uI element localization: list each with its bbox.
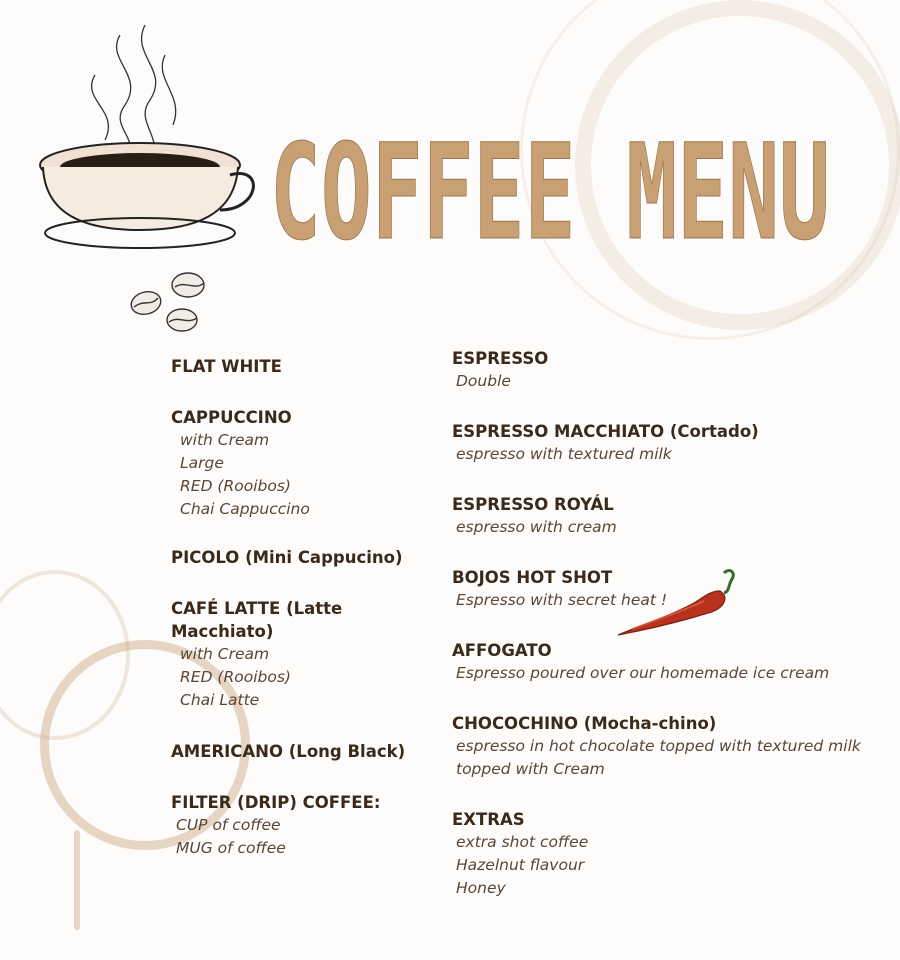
item-name: PICOLO (Mini Cappucino) xyxy=(171,548,403,567)
item-option: Large xyxy=(180,454,224,472)
item-option: Double xyxy=(456,372,511,390)
coffee-stain-left-faint xyxy=(0,570,130,740)
item-name: AFFOGATO xyxy=(452,641,552,660)
item-name: AMERICANO (Long Black) xyxy=(171,742,406,761)
menu-item-espresso xyxy=(452,347,892,393)
menu-item-cafe-latte xyxy=(171,597,441,712)
menu-item-filter-coffee xyxy=(171,791,441,860)
menu-item-cappuccino xyxy=(171,406,441,521)
menu-item-extras xyxy=(452,808,892,900)
item-name: CHOCOCHINO (Mocha-chino) xyxy=(452,714,717,733)
item-option: Honey xyxy=(456,879,506,897)
item-option: with Cream xyxy=(180,645,270,663)
item-name: ESPRESSO MACCHIATO (Cortado) xyxy=(452,422,759,441)
item-name: FLAT WHITE xyxy=(171,357,282,376)
item-name: CAPPUCCINO xyxy=(171,408,292,427)
item-option: Chai Cappuccino xyxy=(180,500,310,518)
chili-pepper-icon xyxy=(612,565,742,645)
coffee-beans-icon xyxy=(120,265,220,340)
item-option: Hazelnut flavour xyxy=(456,856,585,874)
item-option: CUP of coffee xyxy=(176,816,281,834)
item-option: espresso in hot chocolate topped with textured milk xyxy=(456,737,861,755)
item-option: espresso with cream xyxy=(456,518,617,536)
item-option: Espresso poured over our homemade ice cream xyxy=(456,664,830,682)
coffee-cup-icon xyxy=(35,15,255,255)
menu-item-espresso-macchiato xyxy=(452,420,892,466)
item-name: ESPRESSO xyxy=(452,349,549,368)
menu-title-text: COFFEE MENU xyxy=(270,120,830,260)
item-option: RED (Rooibos) xyxy=(180,668,291,686)
item-name: FILTER (DRIP) COFFEE: xyxy=(171,793,381,812)
menu-item-chocochino xyxy=(452,712,892,781)
menu-item-picolo xyxy=(171,546,441,569)
item-name: BOJOS HOT SHOT xyxy=(452,568,613,587)
coffee-drip xyxy=(74,830,80,930)
item-option: MUG of coffee xyxy=(176,839,286,857)
item-option: espresso with textured milk xyxy=(456,445,672,463)
item-option: extra shot coffee xyxy=(456,833,589,851)
menu-item-espresso-royal xyxy=(452,493,892,539)
item-option: Chai Latte xyxy=(180,691,260,709)
menu-left-column xyxy=(171,355,441,860)
menu-item-americano xyxy=(171,740,441,763)
item-option: topped with Cream xyxy=(456,760,605,778)
item-option: RED (Rooibos) xyxy=(180,477,291,495)
item-name: EXTRAS xyxy=(452,810,525,829)
menu-item-affogato xyxy=(452,639,892,685)
item-option: with Cream xyxy=(180,431,270,449)
item-name: ESPRESSO ROYÁL xyxy=(452,495,614,514)
menu-title xyxy=(270,120,870,260)
menu-item-flat-white xyxy=(171,355,441,378)
item-name: CAFÉ LATTE (Latte Macchiato) xyxy=(171,599,343,641)
item-option: Espresso with secret heat ! xyxy=(456,591,668,609)
